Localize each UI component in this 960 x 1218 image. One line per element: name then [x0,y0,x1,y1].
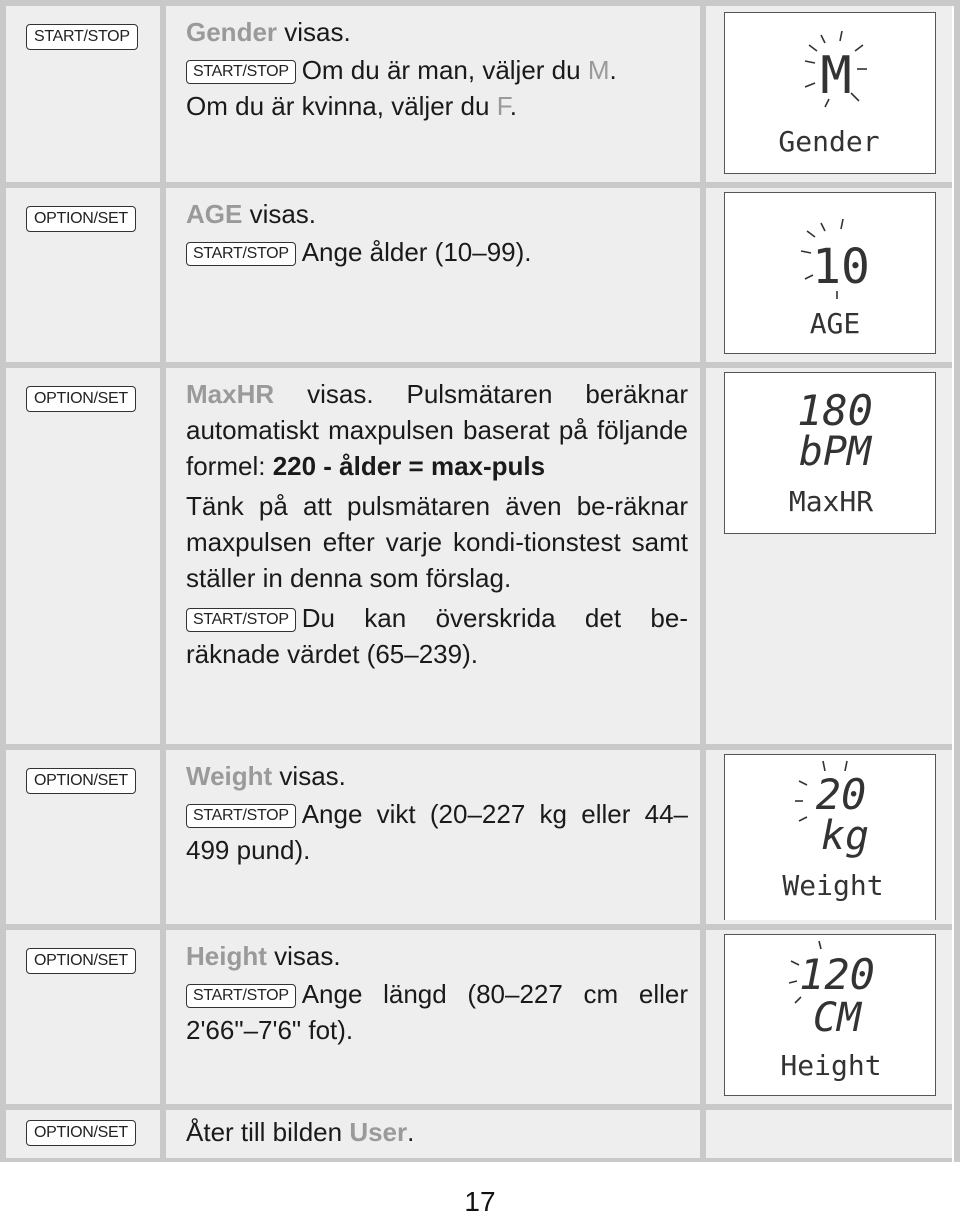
setting-name: Gender [186,17,278,47]
instruction-text [186,938,688,1052]
instruction-text [186,14,688,128]
row-age [0,188,952,362]
instruction-cell [166,750,700,924]
setting-name: AGE [186,199,243,229]
key-cell [0,6,160,182]
visas-text: visas. [266,941,341,971]
description-text: visas. Pulsmätaren beräknar automatiskt maxpulsen baserat på följande formel: [186,379,688,481]
instruction-line: Ange ålder (10–99). [301,237,532,267]
display-cell [706,930,952,1104]
row-maxhr [0,368,952,744]
lcd-display-weight [724,754,936,920]
row-weight [0,750,952,924]
formula-text: 220 - ålder = max-puls [272,451,546,481]
option-set-key: OPTION/SET [26,1120,136,1146]
instruction-text [186,758,688,872]
lcd-display-height [724,934,936,1096]
start-stop-key-inline: START/STOP [186,804,296,828]
row-user [0,1110,952,1158]
instruction-line: Om du är kvinna, väljer du [186,91,497,121]
setting-name: User [349,1117,408,1147]
lcd-unit: CM [812,995,862,1041]
lcd-value: 20 [815,770,867,819]
lcd-display-gender [724,12,936,174]
key-cell [0,368,160,744]
display-cell [706,6,952,182]
lcd-label: AGE [809,307,861,340]
row-gender [0,6,952,182]
lcd-value: 10 [812,239,870,295]
instruction-text [186,196,688,274]
punct: . [609,55,617,85]
page-number: 17 [464,1186,496,1217]
display-cell [706,368,952,744]
display-cell-empty [706,1110,952,1158]
instruction-line: Ange vikt (20–227 kg eller 44–499 pund). [186,799,688,865]
key-cell [0,750,160,924]
value-m: M [587,55,610,85]
instruction-line: Du kan överskrida det be-räknade värdet (65–239). [186,603,688,669]
instruction-cell [166,930,700,1104]
instruction-cell [166,188,700,362]
display-cell [706,750,952,924]
visas-text: visas. [277,17,351,47]
visas-text: visas. [272,761,346,791]
instruction-text [186,376,688,676]
instruction-cell [166,6,700,182]
option-set-key: OPTION/SET [26,768,136,794]
lcd-display-age [724,192,936,354]
lcd-label: MaxHR [788,485,874,518]
setting-name: MaxHR [186,379,275,409]
note-text: Tänk på att pulsmätaren även be-räknar maxpulsen efter varje kondi-tionstest samt ställer in denna som förslag. [186,491,688,593]
option-set-key: OPTION/SET [26,386,136,412]
instruction-text [186,1114,688,1154]
start-stop-key: START/STOP [26,24,138,50]
option-set-key: OPTION/SET [26,206,136,232]
lcd-label: Gender [778,125,880,158]
instruction-cell [166,368,700,744]
key-cell [0,1110,160,1158]
lcd-value: M [820,46,852,106]
punct: . [509,91,517,121]
lcd-display-maxhr [724,372,936,534]
lcd-unit: kg [820,813,870,859]
display-cell [706,188,952,362]
start-stop-key-inline: START/STOP [186,60,296,84]
lcd-label: Weight [782,869,884,902]
lcd-value: 120 [799,950,875,999]
visas-text: visas. [242,199,317,229]
setting-name: Height [186,941,267,971]
punct: . [407,1117,415,1147]
start-stop-key-inline: START/STOP [186,608,296,632]
instruction-line: Ange längd (80–227 cm eller 2'66"–7'6" fot). [186,979,688,1045]
instruction-cell [166,1110,700,1158]
lcd-unit: bPM [798,429,872,475]
lcd-label: Height [780,1049,882,1082]
option-set-key: OPTION/SET [26,948,136,974]
instruction-line: Åter till bilden [186,1117,350,1147]
start-stop-key-inline: START/STOP [186,984,296,1008]
start-stop-key-inline: START/STOP [186,242,296,266]
key-cell [0,930,160,1104]
lcd-value: 180 [797,386,873,435]
value-f: F [496,91,510,121]
instruction-line: Om du är man, väljer du [301,55,588,85]
key-cell [0,188,160,362]
setting-name: Weight [186,761,273,791]
row-height [0,930,952,1104]
